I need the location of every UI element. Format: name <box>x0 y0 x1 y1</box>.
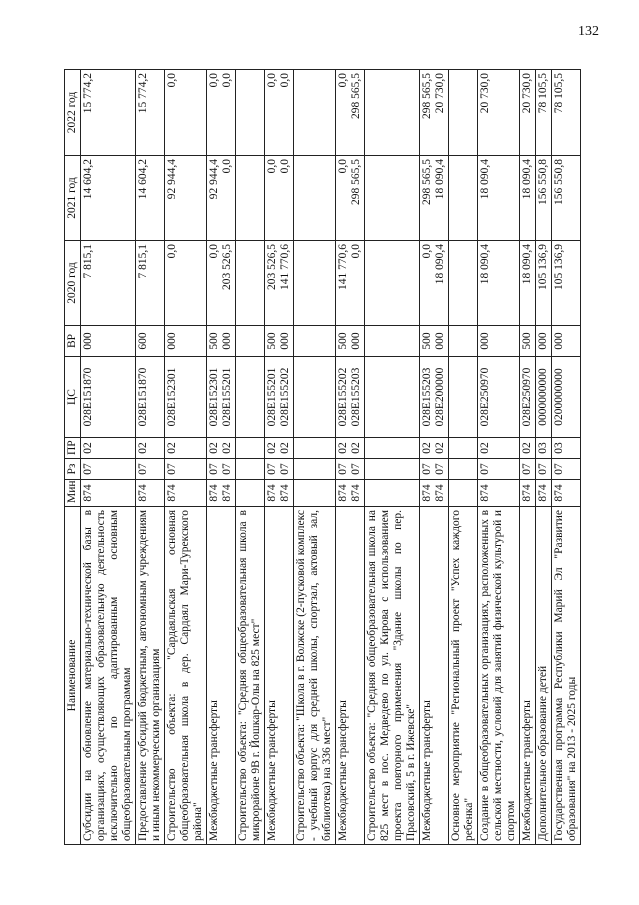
cell-2021 <box>552 156 581 241</box>
cell-rz <box>165 459 207 480</box>
cell-pr-value: 02 <box>421 442 433 454</box>
cell-name: Предоставление субсидий бюджетным, автономным учреждениям и иным некоммерческим организациям <box>136 507 165 845</box>
cell-vr-value: 000 <box>279 332 291 350</box>
cell-rz <box>136 459 165 480</box>
cell-vr-value: 500 <box>421 332 433 350</box>
cell-min <box>336 480 365 507</box>
header-name: Наименование <box>65 507 81 845</box>
cell-2021-value: 156 550,8 <box>553 159 565 205</box>
cell-min-value: 874 <box>208 484 220 502</box>
table-row <box>236 70 265 845</box>
cell-pr-value: 02 <box>208 442 220 454</box>
cell-2022-value: 0,0 <box>166 73 178 88</box>
cell-pr <box>365 438 420 459</box>
cell-vr-value: 000 <box>221 332 233 350</box>
cell-rz <box>236 459 265 480</box>
cell-min <box>449 480 478 507</box>
cell-rz-value: 07 <box>208 463 220 475</box>
cell-rz <box>478 459 520 480</box>
table-row <box>478 70 520 845</box>
cell-2021-value: 14 604,2 <box>82 159 94 200</box>
cell-pr-value: 02 <box>337 442 349 454</box>
cell-name: Межбюджетные трансферты <box>520 507 536 845</box>
cell-min <box>236 480 265 507</box>
cell-pr-value: 02 <box>221 442 233 454</box>
cell-2020 <box>207 241 236 326</box>
cell-2021 <box>294 156 336 241</box>
cell-2020-value: 0,0 <box>208 244 220 259</box>
cell-vr-value: 600 <box>137 332 149 350</box>
cell-min-value: 874 <box>421 484 433 502</box>
cell-pr-value: 02 <box>266 442 278 454</box>
cell-pr-value: 03 <box>553 442 565 454</box>
cell-vr <box>552 326 581 357</box>
cell-min <box>420 480 449 507</box>
table-body <box>81 70 581 845</box>
cell-2021 <box>478 156 520 241</box>
cell-2021 <box>336 156 365 241</box>
cell-cs <box>536 357 552 438</box>
cell-vr <box>136 326 165 357</box>
cell-2020 <box>478 241 520 326</box>
cell-2022 <box>552 70 581 156</box>
cell-cs-value: 028E155203 <box>421 367 433 427</box>
cell-cs-value: 0000000000 <box>537 368 549 426</box>
table-row <box>294 70 336 845</box>
header-2022: 2022 год <box>65 70 81 156</box>
cell-2021 <box>81 156 136 241</box>
cell-min <box>81 480 136 507</box>
cell-2021 <box>236 156 265 241</box>
cell-2021-value: 0,0 <box>266 159 278 174</box>
cell-vr <box>536 326 552 357</box>
cell-vr-value: 500 <box>266 332 278 350</box>
cell-2020-value: 0,0 <box>350 244 362 259</box>
cell-rz <box>520 459 536 480</box>
cell-min <box>552 480 581 507</box>
cell-min-value: 874 <box>350 484 362 502</box>
table-row <box>336 70 365 845</box>
cell-2021-value: 298 565,5 <box>421 159 433 205</box>
cell-vr-value: 500 <box>337 332 349 350</box>
cell-2022 <box>81 70 136 156</box>
cell-vr <box>420 326 449 357</box>
cell-2020-value: 18 090,4 <box>521 244 533 285</box>
cell-2022-value: 78 105,5 <box>553 73 565 114</box>
cell-pr <box>449 438 478 459</box>
cell-2020 <box>420 241 449 326</box>
cell-rz-value: 07 <box>479 463 491 475</box>
cell-2020 <box>552 241 581 326</box>
cell-2022-value: 0,0 <box>221 73 233 88</box>
cell-2022-value: 298 565,5 <box>421 73 433 119</box>
header-rz: Рз <box>65 459 81 480</box>
cell-2021 <box>520 156 536 241</box>
table-header-row <box>65 70 81 845</box>
cell-2021-value: 18 090,4 <box>434 159 446 200</box>
cell-vr-value: 500 <box>208 332 220 350</box>
cell-2021-value: 298 565,5 <box>350 159 362 205</box>
cell-2022-value: 20 730,0 <box>479 73 491 114</box>
cell-name: Межбюджетные трансферты <box>265 507 294 845</box>
cell-vr <box>294 326 336 357</box>
cell-2022 <box>336 70 365 156</box>
cell-2022-value: 0,0 <box>208 73 220 88</box>
cell-cs <box>420 357 449 438</box>
cell-2020-value: 203 526,5 <box>266 244 278 290</box>
cell-rz-value: 07 <box>221 463 233 475</box>
cell-2020-value: 7 815,1 <box>137 244 149 279</box>
cell-min-value: 874 <box>266 484 278 502</box>
cell-min <box>136 480 165 507</box>
cell-2022 <box>536 70 552 156</box>
cell-cs-value: 0200000000 <box>553 368 565 426</box>
cell-2021 <box>365 156 420 241</box>
cell-vr <box>336 326 365 357</box>
header-pr: ПР <box>65 438 81 459</box>
cell-min-value: 874 <box>166 484 178 502</box>
cell-cs <box>136 357 165 438</box>
rotated-table-wrapper <box>64 70 576 845</box>
cell-min-value: 874 <box>521 484 533 502</box>
cell-2022-value: 0,0 <box>279 73 291 88</box>
cell-2022 <box>236 70 265 156</box>
cell-rz-value: 07 <box>266 463 278 475</box>
table-row <box>536 70 552 845</box>
cell-2021-value: 0,0 <box>221 159 233 174</box>
cell-2022 <box>449 70 478 156</box>
budget-table <box>64 69 581 845</box>
cell-vr <box>478 326 520 357</box>
cell-name: Дополнительное образование детей <box>536 507 552 845</box>
cell-min <box>365 480 420 507</box>
cell-cs <box>165 357 207 438</box>
cell-2020 <box>265 241 294 326</box>
cell-2020 <box>81 241 136 326</box>
cell-2022-value: 0,0 <box>266 73 278 88</box>
header-2021: 2021 год <box>65 156 81 241</box>
cell-rz <box>449 459 478 480</box>
cell-min <box>478 480 520 507</box>
cell-min-value: 874 <box>279 484 291 502</box>
cell-cs-value: 028E155203 <box>350 367 362 427</box>
cell-rz-value: 07 <box>337 463 349 475</box>
header-min: Мин <box>65 480 81 507</box>
cell-pr <box>336 438 365 459</box>
cell-2021-value: 0,0 <box>337 159 349 174</box>
cell-name: Субсидии на обновление материально-технической базы в организациях, осуществляющих образовательную деятельность исключительно по адаптированным основным общеобразовательным программам <box>81 507 136 845</box>
cell-cs-value: 028E155202 <box>337 367 349 427</box>
cell-pr <box>552 438 581 459</box>
header-cs: ЦС <box>65 357 81 438</box>
cell-min-value: 874 <box>479 484 491 502</box>
cell-vr-value: 000 <box>166 332 178 350</box>
cell-rz <box>294 459 336 480</box>
cell-rz-value: 07 <box>279 463 291 475</box>
cell-cs <box>294 357 336 438</box>
cell-2021 <box>136 156 165 241</box>
cell-min-value: 874 <box>553 484 565 502</box>
cell-pr-value: 02 <box>279 442 291 454</box>
cell-cs <box>552 357 581 438</box>
cell-rz <box>420 459 449 480</box>
cell-pr-value: 02 <box>479 442 491 454</box>
cell-2021-value: 0,0 <box>279 159 291 174</box>
cell-pr-value: 02 <box>350 442 362 454</box>
cell-cs-value: 028E152301 <box>208 367 220 427</box>
cell-2020-value: 0,0 <box>166 244 178 259</box>
cell-min-value: 874 <box>537 484 549 502</box>
cell-2021-value: 92 944,4 <box>208 159 220 200</box>
cell-min-value: 874 <box>137 484 149 502</box>
cell-pr <box>536 438 552 459</box>
cell-2020 <box>236 241 265 326</box>
cell-2021 <box>165 156 207 241</box>
table-row <box>136 70 165 845</box>
cell-2020 <box>520 241 536 326</box>
cell-2021-value: 18 090,4 <box>521 159 533 200</box>
cell-rz <box>365 459 420 480</box>
cell-vr <box>449 326 478 357</box>
cell-cs-value: 028E250970 <box>479 367 491 427</box>
cell-cs-value: 028E250970 <box>521 367 533 427</box>
cell-2020-value: 105 136,9 <box>537 244 549 290</box>
table-row <box>265 70 294 845</box>
cell-pr <box>420 438 449 459</box>
cell-min <box>520 480 536 507</box>
cell-name: Создание в общеобразовательных организациях, расположенных в сельской местности, условий для занятий физической культурой и спортом <box>478 507 520 845</box>
cell-min-value: 874 <box>221 484 233 502</box>
cell-cs-value: 028E200000 <box>434 367 446 427</box>
cell-2020-value: 18 090,4 <box>479 244 491 285</box>
cell-rz-value: 07 <box>421 463 433 475</box>
cell-pr <box>81 438 136 459</box>
cell-vr-value: 000 <box>537 332 549 350</box>
table-row <box>207 70 236 845</box>
cell-2022 <box>265 70 294 156</box>
header-2020: 2020 год <box>65 241 81 326</box>
cell-cs <box>81 357 136 438</box>
cell-2020 <box>294 241 336 326</box>
cell-cs <box>265 357 294 438</box>
cell-vr-value: 000 <box>350 332 362 350</box>
cell-pr <box>207 438 236 459</box>
cell-2020 <box>165 241 207 326</box>
cell-2022 <box>365 70 420 156</box>
table-row <box>165 70 207 845</box>
table-row <box>365 70 420 845</box>
cell-pr-value: 02 <box>82 442 94 454</box>
cell-cs-value: 028E155201 <box>221 367 233 427</box>
cell-pr <box>136 438 165 459</box>
cell-2022 <box>420 70 449 156</box>
cell-cs-value: 028E152301 <box>166 367 178 427</box>
cell-vr-value: 000 <box>434 332 446 350</box>
cell-cs <box>449 357 478 438</box>
cell-rz-value: 07 <box>82 463 94 475</box>
cell-2022 <box>478 70 520 156</box>
cell-2022-value: 78 105,5 <box>537 73 549 114</box>
cell-vr-value: 000 <box>82 332 94 350</box>
cell-name: Основное мероприятие "Региональный проект "Успех каждого ребенка" <box>449 507 478 845</box>
cell-vr-value: 000 <box>479 332 491 350</box>
cell-vr <box>81 326 136 357</box>
cell-2020 <box>536 241 552 326</box>
cell-rz <box>207 459 236 480</box>
cell-min <box>294 480 336 507</box>
cell-vr <box>236 326 265 357</box>
cell-cs <box>236 357 265 438</box>
cell-pr-value: 02 <box>521 442 533 454</box>
cell-pr-value: 02 <box>166 442 178 454</box>
table-row <box>449 70 478 845</box>
cell-pr <box>265 438 294 459</box>
cell-cs <box>478 357 520 438</box>
cell-rz <box>552 459 581 480</box>
cell-rz-value: 07 <box>350 463 362 475</box>
cell-vr-value: 500 <box>521 332 533 350</box>
cell-2020-value: 141 770,6 <box>279 244 291 290</box>
cell-vr <box>165 326 207 357</box>
cell-2020 <box>449 241 478 326</box>
cell-cs <box>520 357 536 438</box>
cell-2020 <box>336 241 365 326</box>
cell-pr <box>478 438 520 459</box>
cell-2020 <box>365 241 420 326</box>
cell-rz <box>536 459 552 480</box>
cell-cs <box>207 357 236 438</box>
cell-2020-value: 203 526,5 <box>221 244 233 290</box>
cell-rz-value: 07 <box>137 463 149 475</box>
cell-pr <box>236 438 265 459</box>
cell-rz <box>81 459 136 480</box>
cell-cs-value: 028E155201 <box>266 367 278 427</box>
cell-2021 <box>265 156 294 241</box>
cell-cs-value: 028E151870 <box>137 367 149 427</box>
header-vr: ВР <box>65 326 81 357</box>
cell-name: Межбюджетные трансферты <box>207 507 236 845</box>
cell-2022 <box>207 70 236 156</box>
cell-min-value: 874 <box>434 484 446 502</box>
cell-vr-value: 000 <box>553 332 565 350</box>
cell-2022-value: 15 774,2 <box>82 73 94 114</box>
cell-2021 <box>207 156 236 241</box>
cell-vr <box>207 326 236 357</box>
cell-2022-value: 20 730,0 <box>434 73 446 114</box>
cell-rz-value: 07 <box>537 463 549 475</box>
cell-2021-value: 18 090,4 <box>479 159 491 200</box>
cell-2020-value: 141 770,6 <box>337 244 349 290</box>
cell-2022 <box>165 70 207 156</box>
cell-vr <box>265 326 294 357</box>
cell-2022 <box>520 70 536 156</box>
cell-min <box>207 480 236 507</box>
cell-2020 <box>136 241 165 326</box>
cell-rz-value: 07 <box>553 463 565 475</box>
cell-2022-value: 298 565,5 <box>350 73 362 119</box>
cell-pr <box>165 438 207 459</box>
cell-2022 <box>294 70 336 156</box>
cell-pr <box>294 438 336 459</box>
cell-rz <box>265 459 294 480</box>
cell-2021 <box>420 156 449 241</box>
cell-rz <box>336 459 365 480</box>
cell-cs-value: 028E151870 <box>82 367 94 427</box>
cell-name: Строительство объекта: "Средняя общеобразовательная школа в микрорайоне 9В г. Йошкар-Олы на 825 мест" <box>236 507 265 845</box>
cell-cs <box>365 357 420 438</box>
cell-name: Межбюджетные трансферты <box>420 507 449 845</box>
table-row <box>520 70 536 845</box>
cell-pr <box>520 438 536 459</box>
cell-min-value: 874 <box>82 484 94 502</box>
page-number: 132 <box>578 24 599 39</box>
cell-rz-value: 07 <box>166 463 178 475</box>
cell-rz-value: 07 <box>521 463 533 475</box>
cell-2021-value: 14 604,2 <box>137 159 149 200</box>
table-row <box>81 70 136 845</box>
cell-name: Строительство объекта: "Средняя общеобразовательная школа на 825 мест в пос. Медведево по ул. Кирова с использованием проекта повторного применения "Здание школы по пер. Прасовский, 5 в г. Ижевске" <box>365 507 420 845</box>
cell-name: Межбюджетные трансферты <box>336 507 365 845</box>
cell-2020-value: 105 136,9 <box>553 244 565 290</box>
cell-pr-value: 02 <box>137 442 149 454</box>
cell-cs-value: 028E155202 <box>279 367 291 427</box>
cell-pr-value: 02 <box>434 442 446 454</box>
cell-2022-value: 20 730,0 <box>521 73 533 114</box>
cell-2021-value: 92 944,4 <box>166 159 178 200</box>
cell-cs <box>336 357 365 438</box>
cell-name: Строительство объекта: "Сардаяльская основная общеобразовательная школа в дер. Сардаял Мари-Турекского района" <box>165 507 207 845</box>
cell-vr <box>520 326 536 357</box>
cell-2021 <box>536 156 552 241</box>
cell-name: Государственная программа Республики Марий Эл "Развитие образования" на 2013 - 2025 годы <box>552 507 581 845</box>
cell-2020-value: 7 815,1 <box>82 244 94 279</box>
cell-vr <box>365 326 420 357</box>
cell-min <box>165 480 207 507</box>
cell-2022-value: 0,0 <box>337 73 349 88</box>
cell-name: Строительство объекта: "Школа в г. Волжске (2-пусковой комплекс - учебный корпус для средней школы, спортзал, актовый зал, библиотека) на 336 мест" <box>294 507 336 845</box>
cell-rz-value: 07 <box>434 463 446 475</box>
cell-min <box>536 480 552 507</box>
table-row <box>420 70 449 845</box>
cell-2021-value: 156 550,8 <box>537 159 549 205</box>
cell-2020-value: 18 090,4 <box>434 244 446 285</box>
cell-2021 <box>449 156 478 241</box>
cell-min-value: 874 <box>337 484 349 502</box>
cell-2022 <box>136 70 165 156</box>
cell-pr-value: 03 <box>537 442 549 454</box>
cell-min <box>265 480 294 507</box>
table-row <box>552 70 581 845</box>
cell-2022-value: 15 774,2 <box>137 73 149 114</box>
cell-2020-value: 0,0 <box>421 244 433 259</box>
